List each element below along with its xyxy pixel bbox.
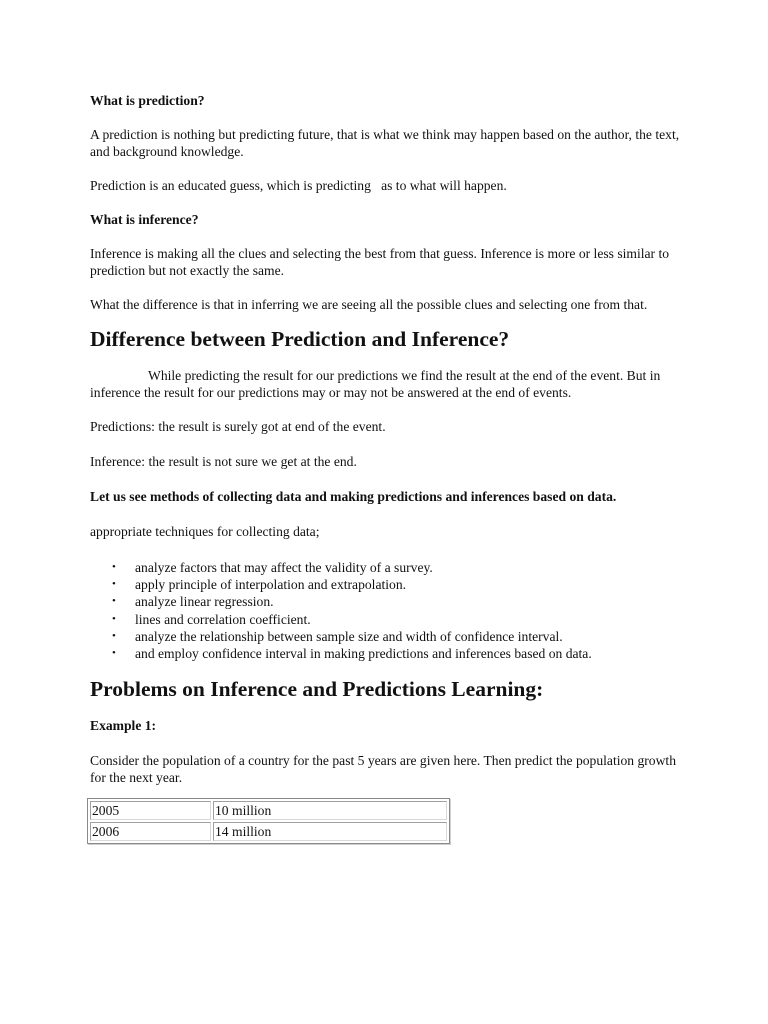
problems-title: Problems on Inference and Predictions Learning: xyxy=(90,677,544,702)
prediction-heading: What is prediction? xyxy=(90,93,205,108)
table-cell-year: 2006 xyxy=(90,822,211,841)
example-heading: Example 1: xyxy=(90,718,157,734)
table-cell-year: 2005 xyxy=(90,801,211,820)
table-row xyxy=(90,801,447,820)
list-item: • and employ confidence interval in making predictions and inferences based on data. xyxy=(112,646,592,662)
difference-paragraph-3: Inference: the result is not sure we get at the end. xyxy=(90,454,357,469)
bullet-icon: • xyxy=(112,612,116,625)
list-item: • apply principle of interpolation and extrapolation. xyxy=(112,577,407,593)
population-table xyxy=(87,798,450,844)
prediction-paragraph-2: Prediction is an educated guess, which is predicting as to what will happen. xyxy=(90,178,507,193)
inference-paragraph-1: Inference is making all the clues and selecting the best from that guess. Inference is more or less similar to prediction but not exactly the same. xyxy=(90,246,670,278)
difference-paragraph-1 xyxy=(90,367,690,401)
bullet-icon: • xyxy=(112,561,116,573)
table-cell-population: 14 million xyxy=(213,822,447,841)
bullet-icon: • xyxy=(112,629,116,642)
difference-title: Difference between Prediction and Inference? xyxy=(90,327,510,351)
document-page xyxy=(90,92,690,844)
bullet-icon: • xyxy=(112,578,116,591)
list-item: • analyze linear regression. xyxy=(112,594,274,610)
methods-list xyxy=(90,559,690,662)
inference-paragraph-2: What the difference is that in inferring we are seeing all the possible clues and selecting one from that. xyxy=(90,297,648,312)
methods-intro: appropriate techniques for collecting data; xyxy=(90,524,320,539)
example-text: Consider the population of a country for the past 5 years are given here. Then predict the population growth for the next year. xyxy=(90,753,676,786)
prediction-paragraph-1: A prediction is nothing but predicting future, that is what we think may happen based on the author, the text, and background knowledge. xyxy=(90,127,680,159)
bullet-icon: • xyxy=(112,595,116,608)
list-item: • analyze the relationship between sample size and width of confidence interval. xyxy=(112,628,563,644)
methods-heading: Let us see methods of collecting data and making predictions and inferences based on data. xyxy=(90,489,617,504)
list-item: • lines and correlation coefficient. xyxy=(112,611,311,627)
inference-heading: What is inference? xyxy=(90,212,199,227)
difference-paragraph-2: Predictions: the result is surely got at end of the event. xyxy=(90,419,386,434)
bullet-icon: • xyxy=(112,647,116,660)
difference-paragraph-1-text: While predicting the result for our predictions we find the result at the end of the event. But in inference the result for our predictions may or may not be answered at the end of events. xyxy=(90,368,661,400)
table-cell-population: 10 million xyxy=(213,801,447,820)
table-row xyxy=(90,822,447,841)
list-item: • analyze factors that may affect the validity of a survey. xyxy=(112,560,433,575)
